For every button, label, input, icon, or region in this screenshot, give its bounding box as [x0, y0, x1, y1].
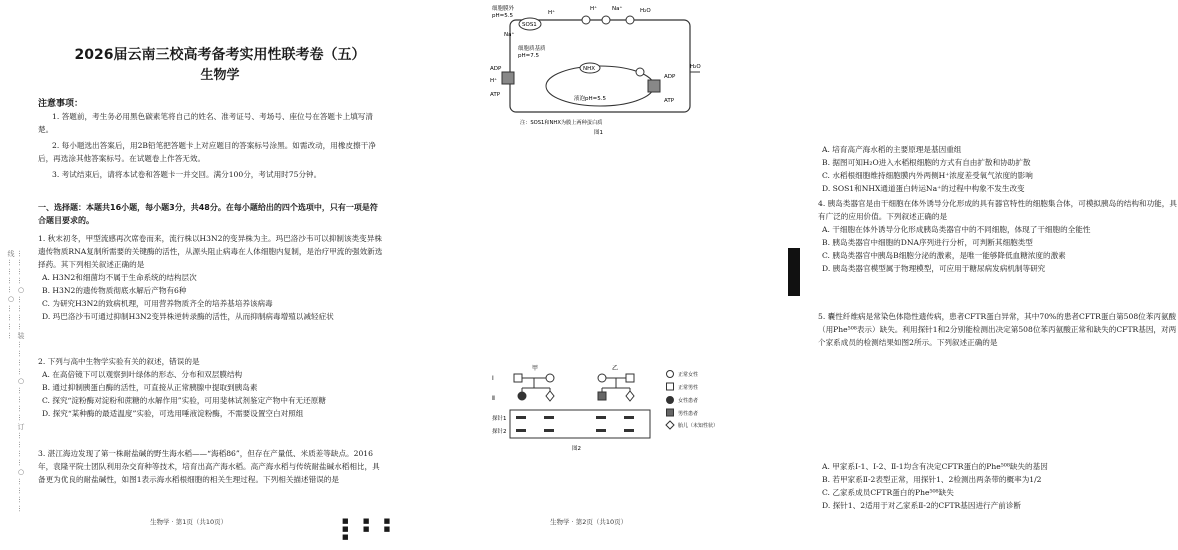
question-stem: 3. 湛江海边发现了第一株耐盐碱的野生海水稻——“海稻86”，但存在产量低、米质差等缺点。2016年，袁隆平院士团队利用杂交育种等技术，培育出高产海水稻。高产海水稻与传统耐盐碱水稻相比，具备更为优良的耐盐碱性，如图1表示海水稻根细胞的相关生理过程。下列相关描述错误的是 [38, 449, 380, 484]
probe-1-label: 探针1 [492, 416, 507, 422]
notice-item-2: 2. 每小题选出答案后，用2B铅笔把答题卡上对应题目的答案标号涂黑。如需改动，用橡皮擦干净后，再选涂其他答案标号。在试题卷上作答无效。 [38, 141, 376, 163]
option-b: B. 胰岛类器官中细胞的DNA序列进行分析，可判断其细胞类型 [822, 238, 1033, 247]
b-i1-female [598, 374, 606, 382]
b-ii2-fetus [626, 391, 634, 401]
outer-label-line2: pH=5.5 [492, 13, 513, 19]
figure-1-caption: 注：SOS1和NHX为膜上两种蛋白质 [520, 120, 603, 126]
option-c: C. 水稻根细胞维持细胞膜内外两侧H⁺浓度差受氧气浓度的影响 [822, 171, 1033, 180]
question-stem: 2. 下列与高中生物学实验有关的叙述，错误的是 [38, 357, 200, 366]
legend-normal-male: 正常男性 [678, 385, 699, 391]
page-left [0, 0, 400, 550]
option-c: C. 乙家系成员CFTR蛋白的Phe⁵⁰⁸缺失 [822, 488, 954, 497]
a-ii2-fetus [546, 391, 554, 401]
na-label-top: Na⁺ [612, 6, 623, 12]
notice-item-1: 1. 答题前，考生务必用黑色碳素笔将自己的姓名、准考证号、考场号、座位号在答题卡上填写清楚。 [38, 112, 373, 134]
vacuole-channel [636, 68, 644, 76]
section-heading: 一、选择题：本题共16小题，每小题3分，共48分。在每小题给出的四个选项中，只有一项是符合题目要求的。 [38, 203, 378, 225]
family-a-label: 甲 [532, 365, 539, 372]
question-stem: 4. 胰岛类器官是由干细胞在体外诱导分化形成的具有器官特性的细胞集合体，可模拟胰岛的结构和功能，具有广泛的应用价值。下列叙述正确的是 [818, 199, 1177, 221]
inner-label-line1: 细胞质基质 [518, 46, 546, 52]
legend-fetus: 胎儿（未知性状） [678, 423, 719, 429]
option-d: D. 玛巴洛沙韦可通过抑制H3N2变异株逆转录酶的活性，从而抑制病毒增殖以减轻症状 [42, 312, 334, 321]
option-a: A. 干细胞在体外诱导分化形成胰岛类器官中的不同细胞，体现了干细胞的全能性 [822, 225, 1091, 234]
a-ii1-female-affected [518, 392, 526, 400]
option-c: C. 探究“淀粉酶对淀粉和蔗糖的水解作用”实验，可用斐林试剂鉴定产物中有无还原糖 [42, 396, 326, 405]
question-5-stem [818, 310, 1178, 349]
vacuole-label: 液泡pH=5.5 [574, 96, 606, 102]
question-1 [38, 232, 383, 323]
option-c: C. 为研究H3N2的致病机理，可用营养物质齐全的培养基培养该病毒 [42, 299, 273, 308]
option-b: B. 通过抑制胰蛋白酶的活性，可直接从正常胰腺中提取到胰岛素 [42, 383, 258, 392]
figure-1-title: 图1 [594, 130, 603, 136]
option-a: A. 在高倍镜下可以观察到叶绿体的形态、分布和双层膜结构 [42, 370, 243, 379]
legend-normal-female: 正常女性 [678, 372, 699, 378]
a-i1-male [514, 374, 522, 382]
outer-label-line1: 细胞膜外 [492, 6, 515, 12]
h-pump-left [502, 72, 514, 84]
adp-left: ADP [490, 66, 502, 72]
notice-heading: 注意事项： [38, 99, 84, 109]
gen-1-label: Ⅰ [492, 375, 494, 382]
h2o-label-top: H₂O [640, 8, 651, 14]
probe-2-label: 探针2 [492, 429, 507, 435]
h-left: H⁺ [490, 78, 498, 84]
exam-title: 2026届云南三校高考备考实用性联考卷（五） [74, 47, 366, 63]
inner-label-line2: pH=7.5 [518, 53, 539, 59]
adp-right: ADP [664, 74, 676, 80]
page-right [400, 0, 1177, 550]
b-ii1-male-affected [598, 392, 606, 400]
probe-gel [510, 410, 650, 438]
figure-2-title: 图2 [572, 446, 581, 452]
question-5-options [818, 460, 1178, 512]
legend-affected-female: 女性患者 [678, 398, 699, 404]
option-a: A. 甲家系Ⅰ-1、Ⅰ-2、Ⅱ-1均含有决定CFTR蛋白的Phe⁵⁰⁸缺失的基因 [822, 462, 1048, 471]
figure-2-pedigree [492, 362, 742, 454]
legend-affected-male: 男性患者 [678, 411, 699, 417]
a-i2-female [546, 374, 554, 382]
option-a: A. H3N2和细菌均不属于生命系统的结构层次 [42, 273, 197, 282]
page-number-left: 生物学 · 第1页（共10页） [150, 518, 228, 526]
option-a: A. 培育高产海水稻的主要原理是基因重组 [822, 145, 962, 154]
option-d: D. 探究“某种酶的最适温度”实验，可选用唾液淀粉酶，不需要设置空白对照组 [42, 409, 304, 418]
option-b: B. H3N2的遗传物质彻底水解后产物有6种 [42, 286, 187, 295]
question-stem: 1. 秋末初冬，甲型流感再次席卷而来，流行株以H3N2的变异株为主。玛巴洛沙韦可以抑制该类变异株遗传物质RNA复制所需要的关键酶的活性，从源头阻止病毒在人体细胞内复制，是治疗甲流的强效新选择药。其下列相关叙述正确的是 [38, 234, 383, 269]
binding-line: …………○…………装…………○…………订…………○…………线…………○………… [7, 250, 25, 514]
notice-item-3: 3. 考试结束后，请将本试卷和答题卡一并交回。满分100分，考试用时75分钟。 [52, 170, 322, 179]
question-3 [38, 447, 383, 486]
atp-left: ATP [490, 92, 501, 98]
option-b: B. 据图可知H₂O进入水稻根细胞的方式有自由扩散和协助扩散 [822, 158, 1031, 167]
option-d: D. 胰岛类器官模型属于物理模型，可应用于糖尿病发病机制等研究 [822, 264, 1046, 273]
option-d: D. SOS1和NHX通道蛋白转运Na⁺的过程中构象不发生改变 [822, 184, 1025, 193]
h2o-label-right: H₂O [690, 64, 701, 70]
na-label-left: Na⁺ [504, 32, 515, 38]
figure-1-diagram [490, 2, 710, 137]
footer-bars: ■ ■ ■ ■ ■ ■ ■ [342, 517, 397, 541]
option-c: C. 胰岛类器官中胰岛B细胞分泌的激素，是唯一能够降低血糖浓度的激素 [822, 251, 1066, 260]
nhx-label: NHX [583, 66, 596, 72]
question-2 [38, 355, 383, 420]
question-4 [818, 197, 1178, 275]
exam-subject: 生物学 [200, 68, 240, 83]
channel-circle-2 [602, 16, 610, 24]
b-i2-male [626, 374, 634, 382]
sos1-label: SOS1 [522, 22, 537, 28]
h-label-top2: H⁺ [590, 6, 598, 12]
question-stem: 5. 囊性纤维病是常染色体隐性遗传病，患者CFTR蛋白异常，其中70%的患者CFTR蛋白第508位苯丙氨酸（用Phe⁵⁰⁸表示）缺失。利用探针1和2分别能检测出决定第508位苯丙氨酸正常和缺失的CFTR基因，对两个家系成员的检测结果如图2所示。下列叙述正确的是 [818, 312, 1177, 347]
atp-right: ATP [664, 98, 675, 104]
page-number-right: 生物学 · 第2页（共10页） [550, 518, 628, 526]
channel-circle-1 [582, 16, 590, 24]
channel-circle-3 [626, 16, 634, 24]
h-pump-vacuole [648, 80, 660, 92]
page-edge-marker [788, 248, 800, 296]
h-label-top: H⁺ [548, 10, 556, 16]
option-d: D. 探针1、2适用于对乙家系Ⅱ-2的CFTR基因进行产前诊断 [822, 501, 1022, 510]
option-b: B. 若甲家系Ⅱ-2表型正常，用探针1、2检测出两条带的概率为1/2 [822, 475, 1042, 484]
gen-2-label: Ⅱ [492, 395, 495, 402]
family-b-label: 乙 [612, 365, 619, 372]
question-3-options [818, 143, 1178, 195]
